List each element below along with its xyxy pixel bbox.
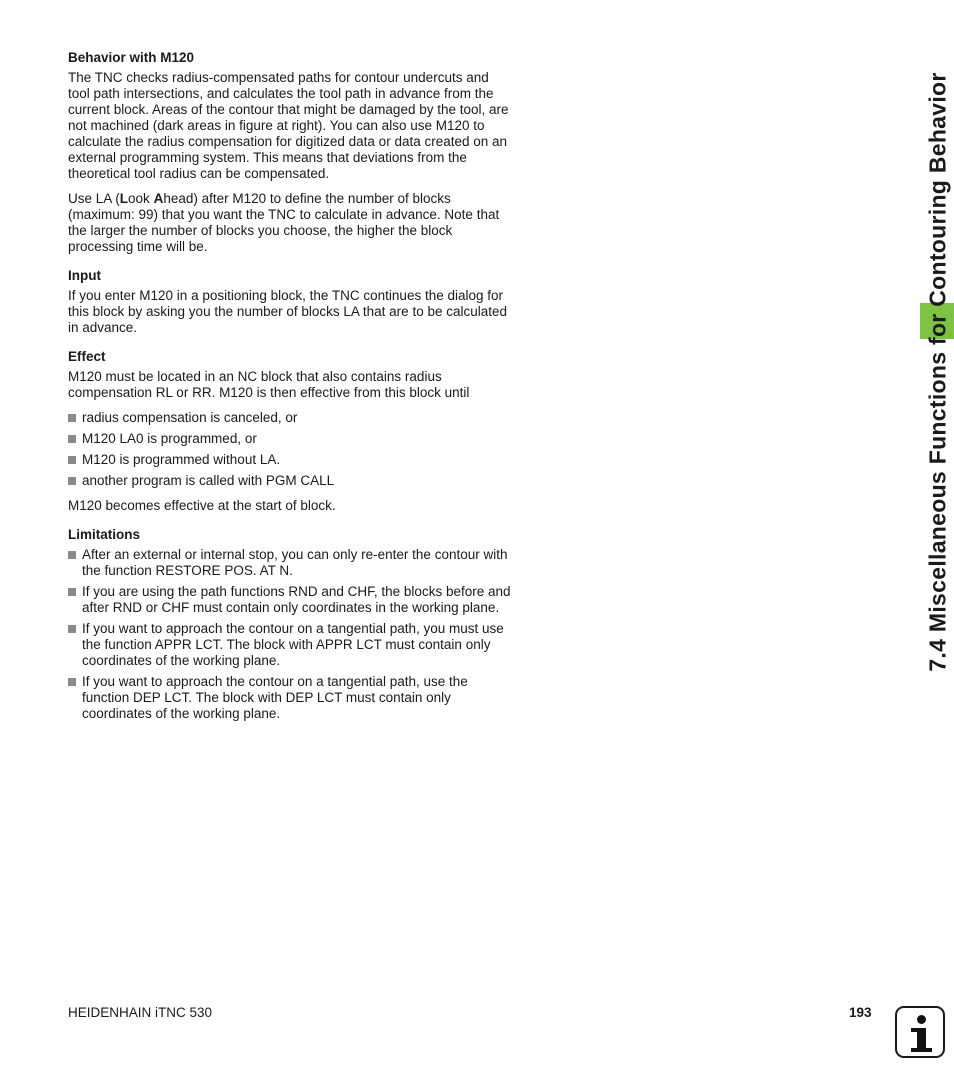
effect-paragraph-1: M120 must be located in an NC block that also contains radius compensation RL or RR. M120 is then effective from this block until [68,369,470,400]
square-bullet-icon [68,435,76,443]
section-effect [68,348,513,514]
list-item [68,584,513,616]
square-bullet-icon [68,456,76,464]
info-icon [895,1006,945,1058]
list-item [68,473,513,489]
list-item [68,431,513,447]
list-item [68,674,513,722]
list-item-text: another program is called with PGM CALL [82,473,335,488]
section-limitations [68,526,513,722]
list-item-text: radius compensation is canceled, or [82,410,298,425]
behavior-paragraph-2 [68,191,513,255]
list-item [68,410,513,426]
section-behavior [68,49,513,255]
section-heading-input: Input [68,268,101,283]
square-bullet-icon [68,414,76,422]
square-bullet-icon [68,551,76,559]
page-number: 193 [849,1005,872,1020]
behavior-p2-bold-a: A [153,191,164,206]
limitations-list [68,547,513,722]
square-bullet-icon [68,477,76,485]
info-icon-dot [917,1015,926,1024]
footer-product-name: HEIDENHAIN iTNC 530 [68,1005,213,1020]
section-heading-behavior: Behavior with M120 [68,50,195,65]
list-item-text: If you want to approach the contour on a tangential path, you must use the function APPR LCT. The block with APPR LCT must contain only coordinates of the working plane. [82,621,504,668]
behavior-p2-bold-l: L [119,191,129,206]
square-bullet-icon [68,678,76,686]
main-content [68,49,513,731]
square-bullet-icon [68,588,76,596]
list-item-text: After an external or internal stop, you can only re-enter the contour with the function RESTORE POS. AT N. [82,547,508,578]
effect-paragraph-2: M120 becomes effective at the start of block. [68,498,336,513]
list-item-text: If you are using the path functions RND and CHF, the blocks before and after RND or CHF must contain only coordinates in the working plane. [82,584,511,615]
list-item [68,452,513,468]
input-paragraph: If you enter M120 in a positioning block, the TNC continues the dialog for this block by asking you the number of blocks LA that are to be calculated in advance. [68,288,508,335]
info-icon-serif-bottom [911,1048,932,1052]
effect-list [68,410,513,489]
behavior-p2-text-b: ook [128,191,154,206]
section-input [68,267,513,336]
behavior-p2-text-a: Use LA ( [68,191,120,206]
list-item-text: If you want to approach the contour on a tangential path, use the function DEP LCT. The block with DEP LCT must contain only coordinates of the working plane. [82,674,468,721]
list-item-text: M120 is programmed without LA. [82,452,281,467]
list-item [68,547,513,579]
chapter-section-title: 7.4 Miscellaneous Functions for Contouring Behavior [924,72,951,672]
behavior-paragraph-1: The TNC checks radius-compensated paths for contour undercuts and tool path intersections, and calculates the tool path in advance from the current block. Areas of the contour that might be damaged by the tool, are not machined (dark areas in figure at right). You can also use M120 to calculate the radius compensation for digitized data or data created on an external programming system. This means that deviations from the theoretical tool radius can be compensated. [68,70,509,181]
list-item-text: M120 LA0 is programmed, or [82,431,257,446]
section-heading-limitations: Limitations [68,527,141,542]
square-bullet-icon [68,625,76,633]
behavior-p2-text-c: head) after M120 to define the number of blocks (maximum: 99) that you want the TNC to calculate in advance. Note that the larger the number of blocks you choose, the higher the block processing time will be. [68,191,500,254]
list-item [68,621,513,669]
section-heading-effect: Effect [68,349,106,364]
